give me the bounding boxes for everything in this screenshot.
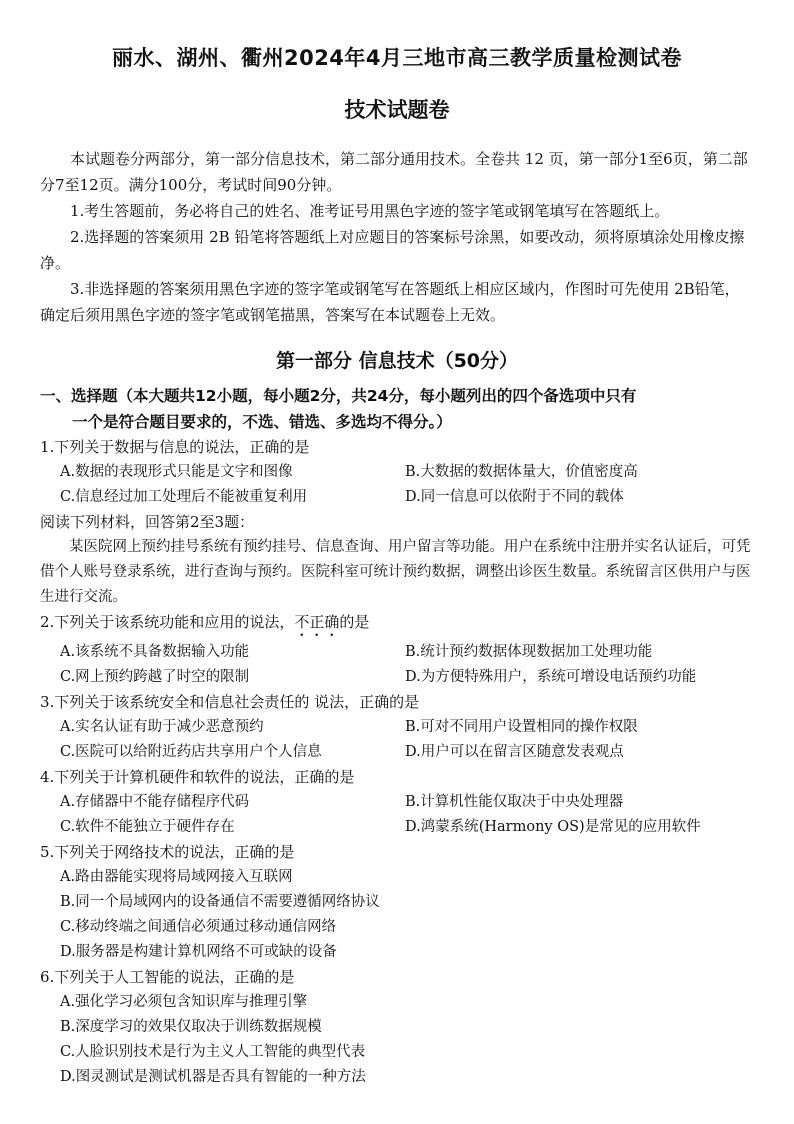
reading-material	[40, 510, 754, 610]
option-d: D.为方便特殊用户，系统可增设电话预约功能	[405, 669, 697, 685]
section-heading-cont: 一个是符合题目要求的，不选、错选、多选均不得分。）	[72, 413, 452, 431]
question-stem: 1.下列关于数据与信息的说法，正确的是	[40, 438, 310, 456]
option-c: C.网上预约跨越了时空的限制	[60, 669, 250, 685]
option-a: A.强化学习必须包含知识库与推理引擎	[60, 994, 308, 1010]
option-d: D.鸿蒙系统(Harmony OS)是常见的应用软件	[405, 819, 701, 835]
question-1	[40, 435, 754, 510]
instruction-paragraph: 2.选择题的答案须用 2B 铅笔将答题纸上对应题目的答案标号涂黑，如要改动，须将原填涂处用橡皮擦净。	[40, 228, 745, 272]
question-stem	[40, 610, 754, 640]
question-6	[40, 965, 754, 1090]
option-b: B.可对不同用户设置相同的操作权限	[405, 719, 638, 735]
question-4	[40, 765, 754, 840]
option-b: B.大数据的数据体量大，价值密度高	[405, 464, 638, 480]
instructions	[40, 146, 754, 328]
question-stem: 3.下列关于该系统安全和信息社会责任的 说法，正确的是	[40, 693, 420, 711]
option-c: C.软件不能独立于硬件存在	[60, 819, 235, 835]
options	[40, 460, 754, 510]
options	[40, 640, 754, 690]
part-title: 第一部分 信息技术（50分）	[275, 350, 519, 372]
options	[40, 865, 754, 965]
options	[40, 715, 754, 765]
question-stem: 4.下列关于计算机硬件和软件的说法，正确的是	[40, 768, 355, 786]
option-c: C.移动终端之间通信必须通过移动通信网络	[60, 919, 337, 935]
question-stem: 6.下列关于人工智能的说法，正确的是	[40, 968, 295, 986]
stem-part: 2.下列关于该系统功能和应用的说法，	[40, 613, 295, 631]
option-c: C.医院可以给附近药店共享用户个人信息	[60, 744, 322, 760]
option-b: B.深度学习的效果仅取决于训练数据规模	[60, 1019, 322, 1035]
option-d: D.用户可以在留言区随意发表观点	[405, 744, 624, 760]
instruction-paragraph: 3.非选择题的答案须用黑色字迹的签字笔或钢笔写在答题纸上相应区域内，作图时可先使用 2B铅笔，确定后须用黑色字迹的签字笔或钢笔描黑，答案写在本试题卷上无效。	[40, 280, 740, 324]
stem-part: 的是	[339, 613, 370, 631]
option-a: A.数据的表现形式只能是文字和图像	[60, 464, 293, 480]
question-2	[40, 610, 754, 690]
options	[40, 790, 754, 840]
emphasis-not-correct: 不正确	[294, 613, 340, 631]
question-3	[40, 690, 754, 765]
option-a: A.路由器能实现将局域网接入互联网	[60, 869, 293, 885]
option-b: B.统计预约数据体现数据加工处理功能	[405, 644, 653, 660]
instruction-paragraph: 1.考生答题前，务必将自己的姓名、准考证号用黑色字迹的签字笔或钢笔填写在答题纸上。	[70, 202, 670, 220]
option-a: A.存储器中不能存储程序代码	[60, 794, 250, 810]
option-a: A.实名认证有助于减少恶意预约	[60, 719, 264, 735]
material-lead: 阅读下列材料，回答第2至3题：	[40, 513, 255, 531]
option-d: D.图灵测试是测试机器是否具有智能的一种方法	[60, 1069, 366, 1085]
question-5	[40, 840, 754, 965]
option-d: D.同一信息可以依附于不同的载体	[405, 489, 624, 505]
material-text: 某医院网上预约挂号系统有预约挂号、信息查询、用户留言等功能。用户在系统中注册并实名认证后，可凭借个人账号登录系统，进行查询与预约。医院科室可统计预约数据，调整出诊医生数量。系统留言区供用户与医生进行交流。	[40, 539, 751, 605]
question-stem: 5.下列关于网络技术的说法，正确的是	[40, 843, 295, 861]
option-c: C.人脸识别技术是行为主义人工智能的典型代表	[60, 1044, 366, 1060]
exam-subtitle: 技术试题卷	[344, 98, 450, 122]
instruction-paragraph: 本试题卷分两部分，第一部分信息技术，第二部分通用技术。全卷共 12 页，第一部分1至6页，第二部分7至12页。满分100分，考试时间90分钟。	[40, 150, 748, 194]
option-a: A.该系统不具备数据输入功能	[60, 644, 250, 660]
exam-title: 丽水、湖州、衢州2024年4月三地市高三教学质量检测试卷	[111, 46, 683, 70]
section-heading: 一、选择题（本大题共12小题，每小题2分，共24分，每小题列出的四个备选项中只有	[40, 387, 637, 405]
option-b: B.同一个局域网内的设备通信不需要遵循网络协议	[60, 894, 380, 910]
options	[40, 990, 754, 1090]
option-c: C.信息经过加工处理后不能被重复利用	[60, 489, 308, 505]
option-b: B.计算机性能仅取决于中央处理器	[405, 794, 624, 810]
option-d: D.服务器是构建计算机网络不可或缺的设备	[60, 944, 337, 960]
